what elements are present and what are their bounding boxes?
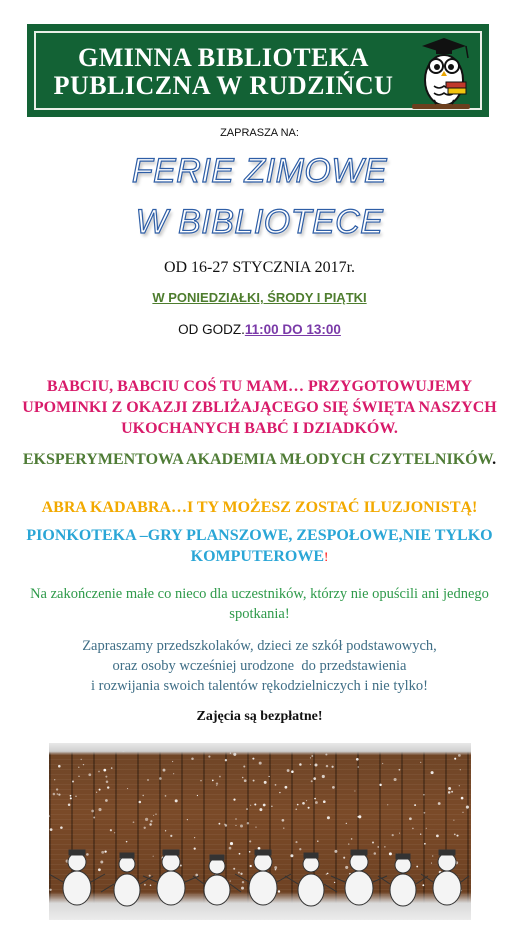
snowflake: [78, 767, 79, 768]
snowflake: [282, 819, 285, 822]
snowflake: [462, 812, 463, 813]
snowflake: [246, 808, 248, 810]
snowflake: [216, 782, 218, 784]
owl-with-books-icon: [408, 34, 474, 114]
snowflake: [53, 793, 56, 796]
snowmen-row: [49, 848, 471, 914]
snowflake: [93, 817, 95, 819]
snowflake: [451, 791, 453, 793]
snowflake: [322, 775, 325, 778]
snowflake: [75, 796, 77, 798]
snowflake: [72, 780, 74, 782]
snowflake: [88, 773, 91, 776]
snowflake: [311, 755, 313, 757]
invitation-note: [20, 636, 499, 696]
snowflake: [331, 766, 333, 768]
snowflake: [382, 763, 383, 764]
snowflake: [250, 805, 251, 806]
snowflake: [259, 762, 262, 765]
snowflake: [153, 815, 154, 816]
snowflake: [170, 835, 172, 837]
snowflake: [454, 758, 456, 760]
snowflake: [253, 780, 255, 782]
snowflake: [149, 823, 151, 825]
snowflake: [358, 766, 359, 767]
free-notice: Zajęcia są bezpłatne!: [196, 709, 323, 724]
snowflake: [173, 773, 174, 774]
snowflake: [326, 765, 328, 767]
snowflake: [233, 799, 235, 801]
snowflake: [299, 763, 302, 766]
snowflake: [127, 788, 128, 789]
snowflake: [98, 808, 101, 811]
snowflake: [155, 814, 156, 815]
snowflake: [142, 795, 143, 796]
snowflake: [235, 818, 236, 819]
snowflake: [431, 771, 434, 774]
library-banner: [27, 24, 489, 117]
snowflake: [392, 834, 394, 836]
snowflake: [147, 779, 149, 781]
snowflake: [68, 804, 71, 807]
snowflake: [111, 767, 113, 769]
dates-text: OD 16-27 STYCZNIA 2017r.: [163, 259, 356, 276]
snowflake: [306, 800, 307, 801]
snowflake: [110, 829, 112, 831]
snowflake: [194, 837, 195, 838]
snowflake: [175, 799, 178, 802]
snowflake: [83, 764, 84, 765]
snowflake: [58, 765, 61, 768]
snowflake: [348, 844, 349, 845]
snowflake: [275, 784, 277, 786]
snowflake: [150, 820, 152, 822]
snowflake: [103, 769, 106, 772]
invitation-line1: Zapraszamy przedszkolaków, dzieci ze szkół podstawowych,: [82, 638, 437, 654]
snowflake: [414, 804, 416, 806]
snowflake: [283, 827, 284, 828]
snowflake: [358, 815, 361, 818]
snowflake: [106, 780, 109, 783]
snowflake: [332, 786, 335, 789]
title-line1: FERIE ZIMOWE: [131, 152, 388, 190]
activity-board-games-exclamation: !: [324, 549, 329, 564]
snowflake: [264, 781, 267, 784]
snowflake: [225, 759, 227, 761]
hours-text: [0, 322, 519, 337]
snowflake: [243, 765, 245, 767]
snowflake: [197, 795, 198, 796]
snowflake: [230, 842, 233, 845]
snowflake: [219, 823, 221, 825]
snowflake: [315, 801, 318, 804]
snowflake: [96, 792, 97, 793]
snowflake: [279, 792, 280, 793]
fence-snow-top: [49, 743, 471, 755]
snowflake: [351, 838, 353, 840]
snowflake: [191, 757, 194, 760]
snowflake: [271, 806, 272, 807]
activity-academy: [20, 449, 499, 470]
activity-academy-period: .: [492, 451, 497, 468]
snowflake: [354, 790, 355, 791]
snowflake: [224, 824, 226, 826]
snowflake: [242, 777, 244, 779]
snowflake: [296, 809, 297, 810]
snowflake: [372, 841, 374, 843]
snowflake: [356, 758, 359, 761]
snowflake: [126, 841, 128, 843]
invitation-line3: i rozwijania swoich talentów rękodzielniczych i nie tylko!: [90, 678, 428, 694]
snowflake: [105, 776, 107, 778]
activity-board-games: [20, 525, 499, 567]
snowflake: [91, 810, 94, 813]
snowflake: [212, 780, 214, 782]
banner-frame: [34, 31, 482, 110]
snowflake: [423, 794, 425, 796]
snowflake: [56, 788, 58, 790]
snowflake: [310, 764, 311, 765]
snowflake: [139, 801, 142, 804]
snowflake: [58, 793, 60, 795]
snowflake: [54, 779, 55, 780]
snowflake: [426, 828, 427, 829]
banner-title-line2: PUBLICZNA W RUDZIŃCU: [53, 71, 394, 100]
snowy-fence-snowmen-icon: [49, 743, 471, 920]
snowflake: [314, 798, 316, 800]
snowflake: [144, 827, 146, 829]
snowflake: [420, 834, 421, 835]
snowflake: [187, 819, 188, 820]
snowflake: [60, 826, 63, 829]
activity-magic: ABRA KADABRA…I TY MOŻESZ ZOSTAĆ ILUZJONISTĄ!: [41, 499, 478, 516]
snowflake: [456, 835, 458, 837]
snowflake: [159, 777, 162, 780]
snowflake: [297, 804, 299, 806]
snowflake: [399, 833, 400, 834]
snowflake: [133, 821, 135, 823]
snowflake: [323, 800, 326, 803]
snowflake: [268, 776, 269, 777]
snowflake: [448, 791, 451, 794]
hours-prefix: OD GODZ.: [178, 322, 245, 337]
snowflake: [295, 841, 297, 843]
snowflake: [252, 758, 254, 760]
snowflake: [387, 804, 388, 805]
snowflake: [259, 808, 262, 811]
snowflake: [327, 816, 330, 819]
snowflake: [459, 785, 460, 786]
snowflake: [235, 825, 236, 826]
snowflake: [163, 769, 166, 772]
snowflake: [313, 777, 316, 780]
snowflake: [302, 802, 305, 805]
snowflake: [287, 769, 290, 772]
snowflake: [200, 780, 202, 782]
snowflake: [49, 815, 50, 817]
banner-title-line1: GMINNA BIBLIOTEKA: [78, 43, 369, 72]
snowflake: [461, 797, 464, 800]
snowflake: [399, 769, 401, 771]
hours-value: 11:00 DO 13:00: [244, 322, 341, 337]
closing-note: Na zakończenie małe co nieco dla uczestników, którzy nie opuścili ani jednego spotkania!: [30, 586, 489, 622]
snowflake: [98, 771, 100, 773]
invite-text: ZAPRASZA NA:: [220, 127, 299, 139]
activity-board-games-text: PIONKOTEKA –GRY PLANSZOWE, ZESPOŁOWE,NIE TYLKO KOMPUTEROWE: [26, 527, 493, 565]
snowflake: [78, 776, 79, 777]
snowflake: [453, 820, 454, 821]
snowflake: [50, 828, 53, 831]
snowflake: [346, 823, 347, 824]
snowflake: [412, 828, 414, 830]
invitation-line2: oraz osoby wcześniej urodzone do przedstawienia: [112, 658, 407, 674]
snowflake: [424, 843, 426, 845]
snowflake: [114, 832, 115, 833]
snowflake: [208, 756, 210, 758]
snowflake: [315, 764, 318, 767]
snowflake: [310, 757, 311, 758]
snowflake: [285, 786, 288, 789]
activity-academy-text: EKSPERYMENTOWA AKADEMIA MŁODYCH CZYTELNIKÓW: [22, 451, 493, 468]
snowflake: [105, 799, 108, 802]
snowflake: [249, 840, 251, 842]
snowflake: [424, 812, 426, 814]
snowflake: [99, 789, 101, 791]
snowflake: [57, 793, 58, 794]
snowflake: [420, 762, 421, 763]
days-text: W PONIEDZIAŁKI, ŚRODY I PIĄTKI: [152, 290, 367, 305]
snowflake: [165, 795, 167, 797]
title-line2: W BIBLIOTECE: [135, 203, 384, 241]
snowflake: [263, 804, 266, 807]
snowflake: [394, 778, 397, 781]
snowflake: [409, 817, 412, 820]
snowflake: [70, 797, 72, 799]
snowflake: [466, 806, 469, 809]
snowflake: [454, 834, 456, 836]
snowflake: [165, 830, 166, 831]
snowflake: [317, 840, 318, 841]
snowflake: [240, 825, 243, 828]
snowflake: [291, 770, 294, 773]
snowflake: [219, 776, 221, 778]
snowflake: [308, 807, 310, 809]
snowflake: [460, 769, 461, 770]
snowflake: [448, 787, 451, 790]
snowflake: [70, 795, 72, 797]
snowflake: [145, 818, 148, 821]
snowflake: [81, 759, 82, 760]
snowflake: [254, 803, 256, 805]
activity-grandparents: BABCIU, BABCIU COŚ TU MAM… PRZYGOTOWUJEMY UPOMINKI Z OKAZJI ZBLIŻAJĄCEGO SIĘ ŚWIĘTA NASZYCH UKOCHANYCH BABĆ I DZIADKÓW.: [22, 378, 497, 437]
snowflake: [107, 786, 109, 788]
snowflake: [247, 822, 249, 824]
snowflake: [244, 779, 247, 782]
snowflake: [311, 780, 313, 782]
snowflake: [172, 761, 173, 762]
snowflake: [379, 784, 381, 786]
snowflake: [436, 835, 439, 838]
snowflake: [438, 802, 441, 805]
snowflake: [255, 826, 256, 827]
snowflake: [216, 785, 217, 786]
